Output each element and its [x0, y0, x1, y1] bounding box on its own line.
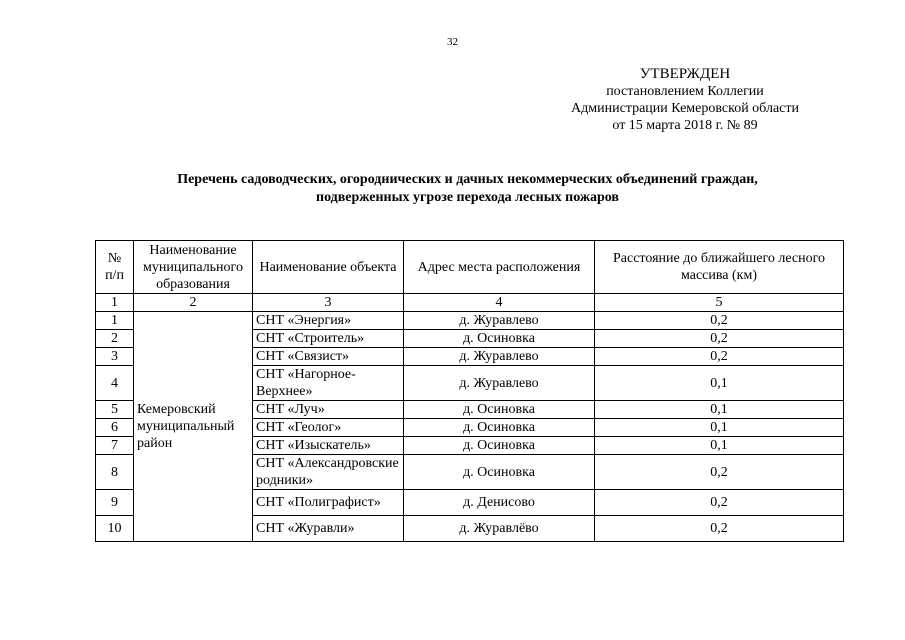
header-distance: Расстояние до ближайшего лесного массива (км): [595, 241, 844, 294]
row-number: 3: [96, 348, 134, 366]
object-name: СНТ «Журавли»: [253, 516, 404, 542]
document-title-line-1: Перечень садоводческих, огороднических и дачных некоммерческих объединений граждан,: [177, 172, 758, 187]
address: д. Осиновка: [404, 401, 595, 419]
distance: 0,2: [595, 330, 844, 348]
header-address: Адрес места расположения: [404, 241, 595, 294]
distance: 0,2: [595, 348, 844, 366]
column-number: 3: [253, 294, 404, 312]
row-number: 2: [96, 330, 134, 348]
address: д. Журавлево: [404, 312, 595, 330]
approval-line-2: постановлением Коллегии: [606, 84, 764, 99]
object-name: СНТ «Строитель»: [253, 330, 404, 348]
header-number-abbr: п/п: [105, 268, 124, 283]
header-municipality: Наименование муниципального образования: [134, 241, 253, 294]
object-name: СНТ «Луч»: [253, 401, 404, 419]
distance: 0,1: [595, 437, 844, 455]
row-number: 7: [96, 437, 134, 455]
address: д. Журавлёво: [404, 516, 595, 542]
distance: 0,1: [595, 366, 844, 401]
row-number: 4: [96, 366, 134, 401]
object-name: СНТ «Александровские родники»: [253, 455, 404, 490]
approval-line-3: Администрации Кемеровской области: [571, 101, 799, 116]
address: д. Денисово: [404, 490, 595, 516]
object-name: СНТ «Геолог»: [253, 419, 404, 437]
column-number: 5: [595, 294, 844, 312]
row-number: 10: [96, 516, 134, 542]
column-number: 4: [404, 294, 595, 312]
table-header-row: [96, 241, 844, 294]
column-number: 2: [134, 294, 253, 312]
municipality-cell: Кемеровский муниципальный район: [134, 312, 253, 542]
object-name: СНТ «Полиграфист»: [253, 490, 404, 516]
object-name: СНТ «Изыскатель»: [253, 437, 404, 455]
address: д. Осиновка: [404, 455, 595, 490]
header-number: [96, 241, 134, 294]
header-object: Наименование объекта: [253, 241, 404, 294]
row-number: 6: [96, 419, 134, 437]
address: д. Осиновка: [404, 419, 595, 437]
document-title: [95, 171, 840, 207]
distance: 0,2: [595, 455, 844, 490]
distance: 0,2: [595, 312, 844, 330]
row-number: 1: [96, 312, 134, 330]
table-row: [96, 312, 844, 330]
page-number: 32: [447, 36, 458, 48]
object-name: СНТ «Нагорное-Верхнее»: [253, 366, 404, 401]
row-number: 9: [96, 490, 134, 516]
approval-heading: УТВЕРЖДЕН: [639, 66, 731, 82]
distance: 0,1: [595, 419, 844, 437]
column-number: 1: [96, 294, 134, 312]
approval-stamp: [540, 66, 830, 134]
address: д. Журавлево: [404, 366, 595, 401]
object-name: СНТ «Связист»: [253, 348, 404, 366]
row-number: 8: [96, 455, 134, 490]
column-number-row: [96, 294, 844, 312]
address: д. Журавлево: [404, 348, 595, 366]
distance: 0,2: [595, 490, 844, 516]
registry-table: [95, 240, 844, 542]
distance: 0,2: [595, 516, 844, 542]
document-title-line-2: подверженных угрозе перехода лесных пожаров: [316, 190, 619, 205]
address: д. Осиновка: [404, 437, 595, 455]
object-name: СНТ «Энергия»: [253, 312, 404, 330]
address: д. Осиновка: [404, 330, 595, 348]
distance: 0,1: [595, 401, 844, 419]
approval-line-4: от 15 марта 2018 г. № 89: [612, 118, 758, 133]
header-number-sign: №: [107, 251, 122, 266]
row-number: 5: [96, 401, 134, 419]
